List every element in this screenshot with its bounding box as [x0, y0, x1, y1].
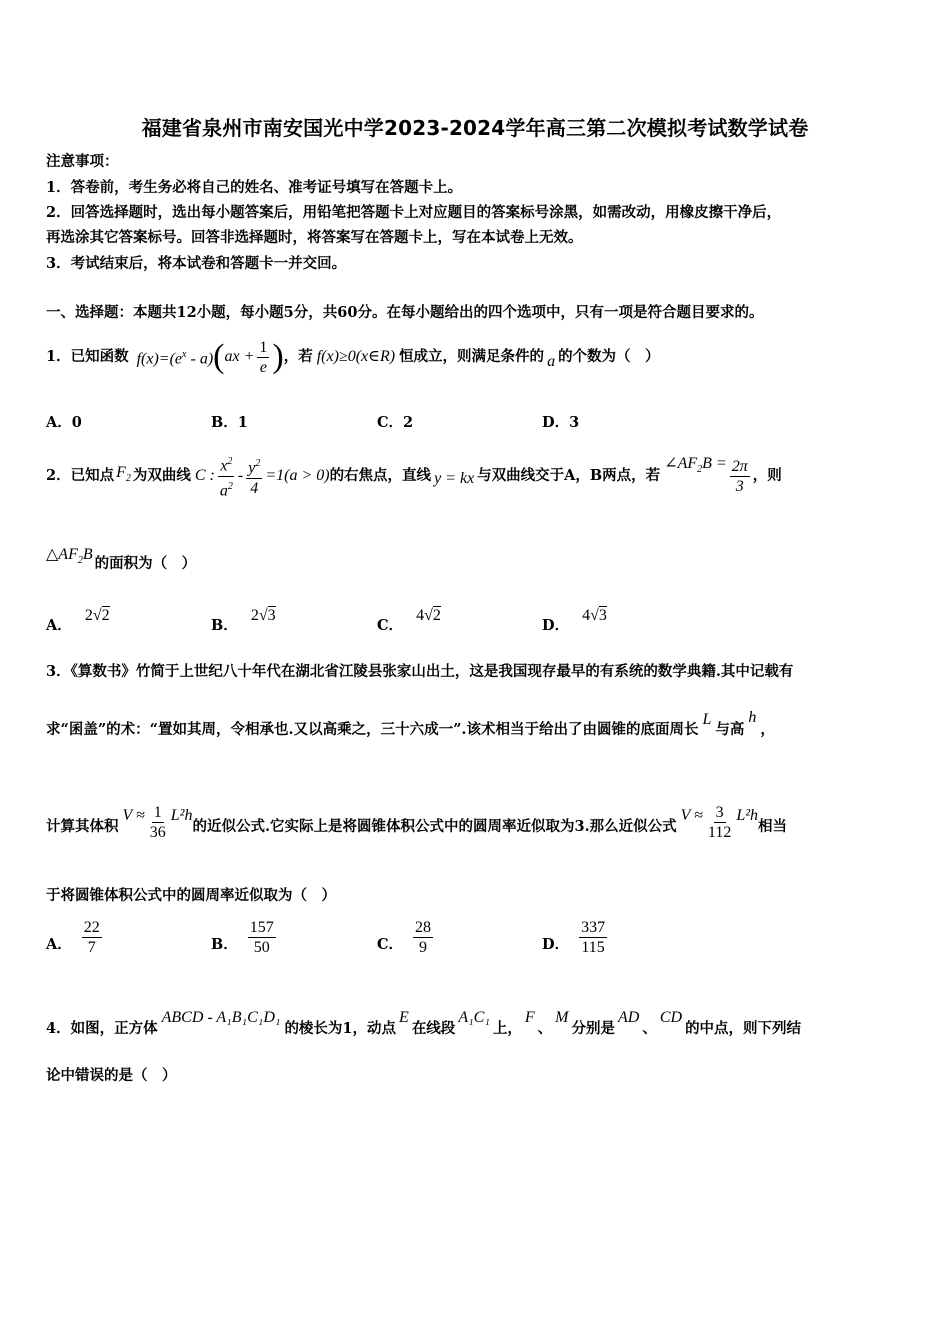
q4-point-m: M [555, 1009, 569, 1026]
q4-cube: ABCD - A₁B₁C₁D₁ [161, 1009, 281, 1026]
q1-option-c-value: 2 [403, 414, 414, 431]
q2-frac-y [246, 454, 262, 497]
q3-f1-num: 1 [153, 803, 162, 821]
q3-f2-num: 3 [715, 803, 724, 821]
q2-angle-frac [730, 457, 750, 496]
question-4 [46, 1006, 910, 1042]
q3-option-a-num: 22 [83, 919, 100, 936]
question-2 [46, 450, 910, 502]
q2-option-b-value: 2√3 [250, 607, 276, 624]
q2-option-c-coef: 4 [416, 607, 425, 624]
q4-text5: 的中点，则下列结 [685, 1020, 802, 1037]
q2-tri-b: B [82, 545, 93, 563]
q4-ad: AD [618, 1009, 640, 1026]
q3-line3c: 相当 [758, 818, 788, 835]
q2-frac-x-den: $a^2$ [219, 480, 233, 499]
q2-option-c[interactable] [377, 604, 441, 634]
q3-option-b-num: 157 [249, 919, 274, 936]
q2-option-d[interactable] [542, 604, 607, 634]
q3-line3b: 的近似公式.它实际上是将圆锥体积公式中的圆周率近似取为3.那么近似公式 [192, 818, 677, 835]
q4-sep1: 、 [537, 1020, 553, 1037]
q2-minus: - [237, 467, 244, 484]
q2-frac-x-num: $x^2$ [218, 452, 234, 476]
q1-option-a-label: A． [46, 414, 72, 431]
q2-option-d-value: 4√3 [582, 607, 607, 624]
q3-option-d-num: 337 [581, 919, 606, 936]
q1-option-c[interactable] [377, 411, 413, 432]
q1-condition: f(x)≥0(x∈R) [316, 348, 396, 365]
q2-frac-x [218, 452, 235, 500]
notice-heading: 注意事项： [46, 153, 119, 170]
q3-option-d-den: 115 [581, 939, 605, 956]
q2-tri-main: △AF [46, 545, 78, 563]
notice-item-2-cont: 再选涂其它答案标号。回答非选择题时，将答案写在答题卡上，写在本试卷上无效。 [46, 229, 583, 246]
q2-f2-sub: 2 [125, 473, 131, 485]
q1-option-b-value: 1 [237, 414, 248, 431]
q4-segment: A₁C₁ [458, 1009, 490, 1026]
q2-option-d-rad: 3 [598, 607, 607, 624]
q3-f1-den: 36 [149, 823, 166, 841]
q3-formula2-lhs: V ≈ [680, 807, 703, 824]
q3-option-a-frac [82, 918, 102, 957]
q1-option-a-value: 0 [71, 414, 82, 431]
notice-item-2: 2．回答选择题时，选出每小题答案后，用铅笔把答题卡上对应题目的答案标号涂黑，如需改动，用橡皮擦干净后， [46, 204, 782, 221]
q4-text1: 的棱长为1，动点 [284, 1020, 397, 1037]
q2-line-eq: y = kx [434, 470, 475, 487]
q2-option-b[interactable] [211, 604, 276, 634]
q3-formula2-frac [706, 803, 733, 842]
q2-text4: ，则 [752, 467, 782, 484]
section-heading: 一、选择题：本题共12小题，每小题5分，共60分。在每小题给出的四个选项中，只有一项是符合题目要求的。 [46, 304, 764, 321]
q2-option-a-coef: 2 [84, 607, 93, 624]
q3-option-c[interactable] [377, 918, 436, 957]
q2-option-c-label: C． [377, 617, 404, 634]
question-1 [46, 336, 910, 378]
q3-line3 [46, 796, 910, 848]
q3-line2a: 求“囷盖”的术：“置如其周，令相承也.又以高乘之，三十六成一”.该术相当于给出了由圆锥的底面周长 [46, 721, 699, 738]
q2-option-a[interactable] [46, 604, 110, 634]
q1-option-b[interactable] [211, 411, 248, 432]
q2-x2den: a [219, 481, 228, 499]
q2-option-a-value: 2√2 [84, 607, 110, 624]
q1-option-a[interactable] [46, 411, 82, 432]
q1-text3: 恒成立，则满足条件的 [399, 348, 545, 365]
question-2-line2 [46, 545, 910, 578]
q2-option-d-label: D． [542, 617, 570, 634]
notice-item-1: 1．答卷前，考生务必将自己的姓名、准考证号填写在答题卡上。 [46, 179, 463, 196]
q2-frac-y-den: 4 [250, 479, 259, 497]
q3-line2c: ， [760, 721, 775, 738]
q1-text4: 的个数为（ ） [558, 348, 660, 365]
q2-prefix: 2．已知点 [46, 467, 115, 484]
q1-var-a: a [547, 353, 556, 370]
q4-line2: 论中错误的是（ ） [46, 1067, 177, 1084]
q1-frac-num: 1 [259, 338, 268, 356]
q2-triangle [46, 545, 93, 571]
q1-option-b-label: B． [211, 414, 238, 431]
q2-angle-num: 2π [731, 457, 748, 475]
q2-curve-c: C : [194, 467, 215, 484]
q3-option-d[interactable] [542, 918, 610, 957]
q4-sep2: 、 [642, 1020, 657, 1037]
q2-y2num: y [248, 459, 256, 477]
q1-paren-open: ( [213, 338, 225, 375]
q3-option-b-den: 50 [253, 939, 270, 956]
q3-option-b-label: B． [211, 936, 238, 953]
q2-option-b-rad: 3 [267, 607, 276, 624]
q3-var-h: h [748, 709, 757, 726]
q2-option-b-coef: 2 [250, 607, 259, 624]
q1-option-d-value: 3 [569, 414, 580, 431]
q4-text3: 上， [492, 1020, 522, 1037]
q2-angle-den: 3 [735, 477, 744, 495]
q3-line2 [46, 709, 910, 748]
q1-func-ax: ax + [224, 348, 255, 365]
page-title: 福建省泉州市南安国光中学2023-2024学年高三第二次模拟考试数学试卷 [141, 116, 809, 140]
q2-text3: 与双曲线交于A，B两点，若 [477, 467, 661, 484]
q4-text4: 分别是 [571, 1020, 615, 1037]
q3-option-c-label: C． [377, 936, 404, 953]
q1-func-lhs: f(x)=(e [136, 350, 183, 368]
q4-point-f: F [524, 1009, 535, 1026]
q3-formula1-lhs: V ≈ [122, 807, 145, 824]
q2-text5: 的面积为（ ） [94, 555, 197, 572]
q2-text2: 的右焦点，直线 [329, 467, 432, 484]
q4-text2: 在线段 [411, 1020, 456, 1037]
q1-fraction [257, 338, 269, 377]
q4-cd: CD [659, 1009, 683, 1026]
q3-var-l: L [702, 711, 712, 728]
q3-line1: 3．《算数书》竹简于上世纪八十年代在湖北省江陵县张家山出土，这是我国现存最早的有系统的数学典籍.其中记载有 [46, 663, 794, 680]
q3-formula1-frac [148, 803, 168, 842]
q2-option-c-value: 4√2 [416, 607, 441, 624]
notice-item-3: 3．考试结束后，将本试卷和答题卡一并交回。 [46, 255, 347, 272]
q3-option-c-den: 9 [419, 939, 428, 956]
q1-func-mid: - a) [186, 350, 214, 368]
q1-option-c-label: C． [377, 414, 404, 431]
q3-option-a-den: 7 [87, 939, 96, 956]
q3-option-b[interactable] [211, 918, 279, 957]
q4-prefix: 4．如图，正方体 [46, 1020, 158, 1037]
q2-option-a-rad: 2 [101, 607, 110, 624]
q2-f2-main: F [116, 463, 126, 481]
q3-option-d-label: D． [542, 936, 570, 953]
q2-text1: 为双曲线 [132, 467, 191, 484]
q3-line2b: 与高 [715, 721, 745, 738]
q3-option-d-frac [579, 918, 607, 957]
q2-angle-b: B = [702, 454, 727, 472]
q1-option-d[interactable] [542, 411, 579, 432]
q2-option-a-label: A． [46, 617, 72, 634]
q2-angle-main: ∠AF [664, 454, 698, 472]
q2-f2 [116, 463, 131, 489]
q2-tri-sub: 2 [77, 555, 83, 567]
q2-angle-sub: 2 [697, 464, 703, 476]
q3-formula1-rhs: L²h [170, 807, 193, 824]
q2-option-b-label: B． [211, 617, 238, 634]
q1-option-d-label: D． [542, 414, 570, 431]
q3-formula2-rhs: L²h [736, 807, 759, 824]
q3-option-b-frac [248, 918, 276, 957]
q3-option-c-num: 28 [415, 919, 432, 936]
q3-f2-den: 112 [707, 823, 732, 841]
q2-angle [664, 454, 727, 480]
q3-line3a: 计算其体积 [46, 818, 119, 835]
q3-option-a-label: A． [46, 936, 72, 953]
q4-point-e: E [399, 1009, 409, 1026]
q2-option-c-rad: 2 [432, 607, 441, 624]
q1-func-sup: x [182, 348, 187, 360]
q3-line4: 于将圆锥体积公式中的圆周率近似取为（ ） [46, 887, 336, 904]
q1-paren-close: ) [272, 338, 284, 375]
q1-frac-den: e [259, 358, 267, 376]
q2-frac-y-num: $y^2$ [246, 454, 262, 478]
q3-option-a[interactable] [46, 918, 105, 957]
q1-func [137, 345, 214, 369]
q1-prefix: 1．已知函数 [46, 348, 129, 365]
q2-eq-rest: =1(a > 0) [265, 467, 330, 484]
q2-option-d-coef: 4 [582, 607, 591, 624]
q3-option-c-frac [413, 918, 433, 957]
q2-x2num: x [220, 457, 228, 475]
q1-text2: ，若 [283, 348, 313, 365]
